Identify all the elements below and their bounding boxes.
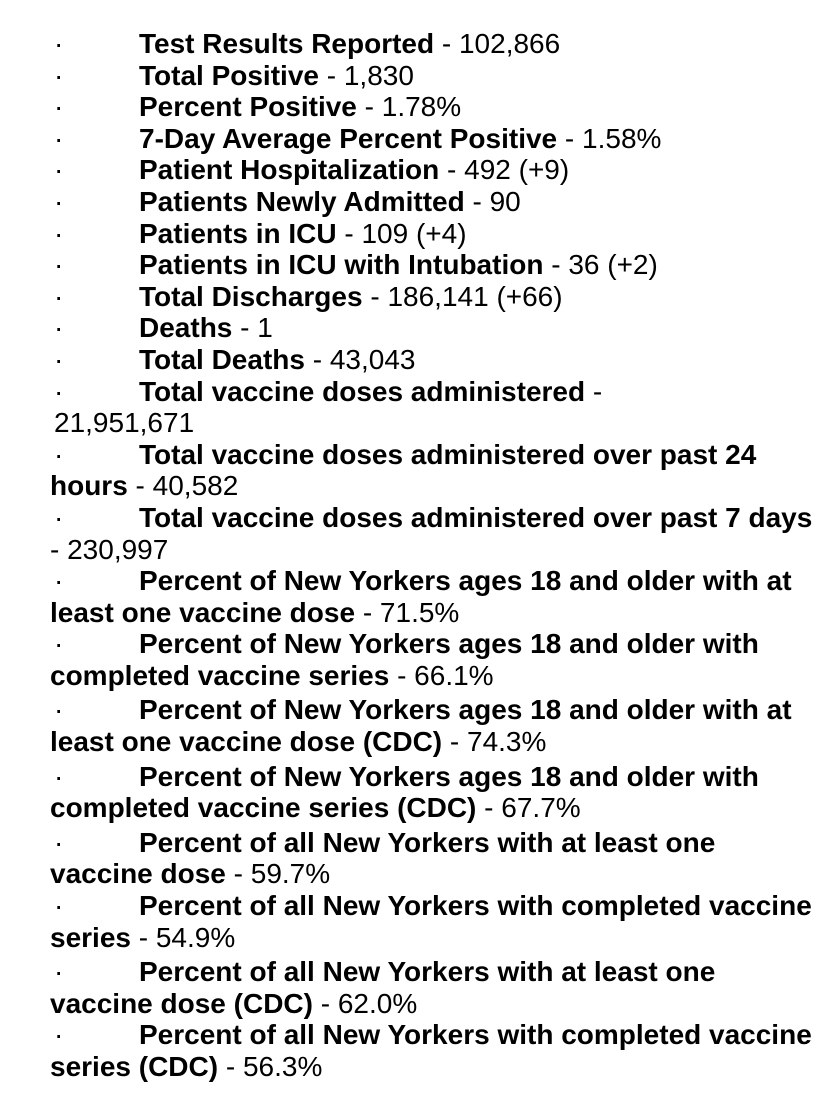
stat-label: Total Discharges: [139, 280, 363, 312]
stat-value: - 67.7%: [476, 792, 581, 824]
stat-value: - 1,830: [318, 59, 414, 91]
stat-label: 7-Day Average Percent Positive: [139, 122, 558, 154]
stat-value: - 102,866: [434, 28, 561, 59]
bullet: ·: [54, 760, 64, 792]
stat-label: Total vaccine doses administered: [139, 375, 586, 407]
stat-value: - 66.1%: [389, 659, 494, 691]
list-item: [50, 890, 820, 953]
list-item: [50, 502, 820, 565]
bullet: ·: [54, 826, 64, 858]
stat-value: - 74.3%: [442, 726, 547, 758]
bullet: ·: [54, 375, 64, 407]
bullet: ·: [54, 343, 64, 375]
stat-label: Total vaccine doses administered over past 7 days: [139, 501, 813, 533]
list-item: [50, 565, 820, 628]
stat-label: Percent of New Yorkers ages 18 and older with completed vaccine series (CDC): [50, 760, 759, 824]
stat-label: Percent of all New Yorkers with completed vaccine series: [50, 890, 812, 953]
bullet: ·: [54, 217, 64, 249]
bullet: ·: [54, 956, 64, 988]
stat-value: - 59.7%: [225, 858, 331, 890]
list-item: [50, 186, 820, 218]
bullet: ·: [54, 565, 64, 597]
list-item: [50, 628, 820, 691]
covid-stats-list: [50, 28, 820, 1083]
list-item: [50, 123, 820, 155]
stat-value: - 230,997: [50, 533, 169, 565]
bullet: ·: [54, 91, 64, 123]
list-item: [50, 376, 820, 439]
list-item: [50, 281, 820, 313]
list-item: [50, 60, 820, 92]
bullet: ·: [54, 59, 64, 91]
stat-value: - 43,043: [304, 343, 416, 375]
bullet: ·: [54, 501, 64, 533]
bullet: ·: [54, 249, 64, 281]
stat-label: Percent of New Yorkers ages 18 and older with completed vaccine series: [50, 628, 759, 691]
stat-value-continued: 21,951,671: [54, 407, 195, 439]
stat-label: Patients in ICU with Intubation: [139, 249, 544, 281]
list-item: [50, 91, 820, 123]
stat-label: Patient Hospitalization: [139, 154, 440, 186]
stat-value: - 109 (+4): [336, 217, 467, 249]
bullet: ·: [54, 890, 64, 922]
stat-label: Test Results Reported: [139, 28, 435, 59]
list-item: [50, 1019, 820, 1082]
bullet: ·: [54, 438, 64, 470]
stat-value: - 62.0%: [312, 987, 418, 1019]
list-item: [50, 827, 820, 890]
list-item: [50, 956, 820, 1019]
bullet: ·: [54, 1019, 64, 1051]
stat-value: - 186,141 (+66): [362, 280, 563, 312]
stat-label: Percent Positive: [139, 91, 357, 123]
bullet: ·: [54, 28, 64, 59]
stat-value: - 40,582: [127, 470, 239, 502]
stat-value: - 56.3%: [218, 1051, 323, 1082]
list-item: [50, 249, 820, 281]
stat-value: - 1.58%: [557, 122, 662, 154]
bullet: ·: [54, 122, 64, 154]
stat-label: Patients Newly Admitted: [139, 185, 465, 217]
bullet: ·: [54, 312, 64, 344]
stat-value: - 36 (+2): [543, 249, 658, 281]
stat-value: - 1: [232, 312, 273, 344]
stat-label: Total Deaths: [139, 343, 305, 375]
stat-label: Percent of all New Yorkers with at least one vaccine dose (CDC): [50, 956, 716, 1019]
list-item: [50, 154, 820, 186]
stat-value: - 1.78%: [356, 91, 462, 123]
list-item: [50, 761, 820, 824]
list-item: [50, 694, 820, 757]
stat-value: - 492 (+9): [439, 154, 570, 186]
list-item: [50, 218, 820, 250]
stat-label: Percent of New Yorkers ages 18 and older with at least one vaccine dose (CDC): [50, 694, 792, 758]
stat-value: - 54.9%: [130, 921, 236, 953]
bullet: ·: [54, 694, 64, 726]
stat-value: - 90: [464, 185, 521, 217]
stat-label: Total Positive: [139, 59, 319, 91]
stat-label: Patients in ICU: [139, 217, 337, 249]
bullet: ·: [54, 185, 64, 217]
list-item: [50, 344, 820, 376]
list-item: [50, 312, 820, 344]
list-item: [50, 439, 820, 502]
stat-value: -: [585, 375, 603, 407]
stat-value: - 71.5%: [355, 596, 460, 628]
bullet: ·: [54, 628, 64, 660]
stat-label: Deaths: [139, 312, 233, 344]
bullet: ·: [54, 280, 64, 312]
stat-label: Total vaccine doses administered over past 24 hours: [50, 438, 757, 502]
stat-label: Percent of all New Yorkers with at least one vaccine dose: [50, 826, 716, 890]
bullet: ·: [54, 154, 64, 186]
list-item: [50, 28, 820, 60]
stat-label: Percent of all New Yorkers with completed vaccine series (CDC): [50, 1019, 812, 1082]
stat-label: Percent of New Yorkers ages 18 and older with at least one vaccine dose: [50, 565, 792, 628]
